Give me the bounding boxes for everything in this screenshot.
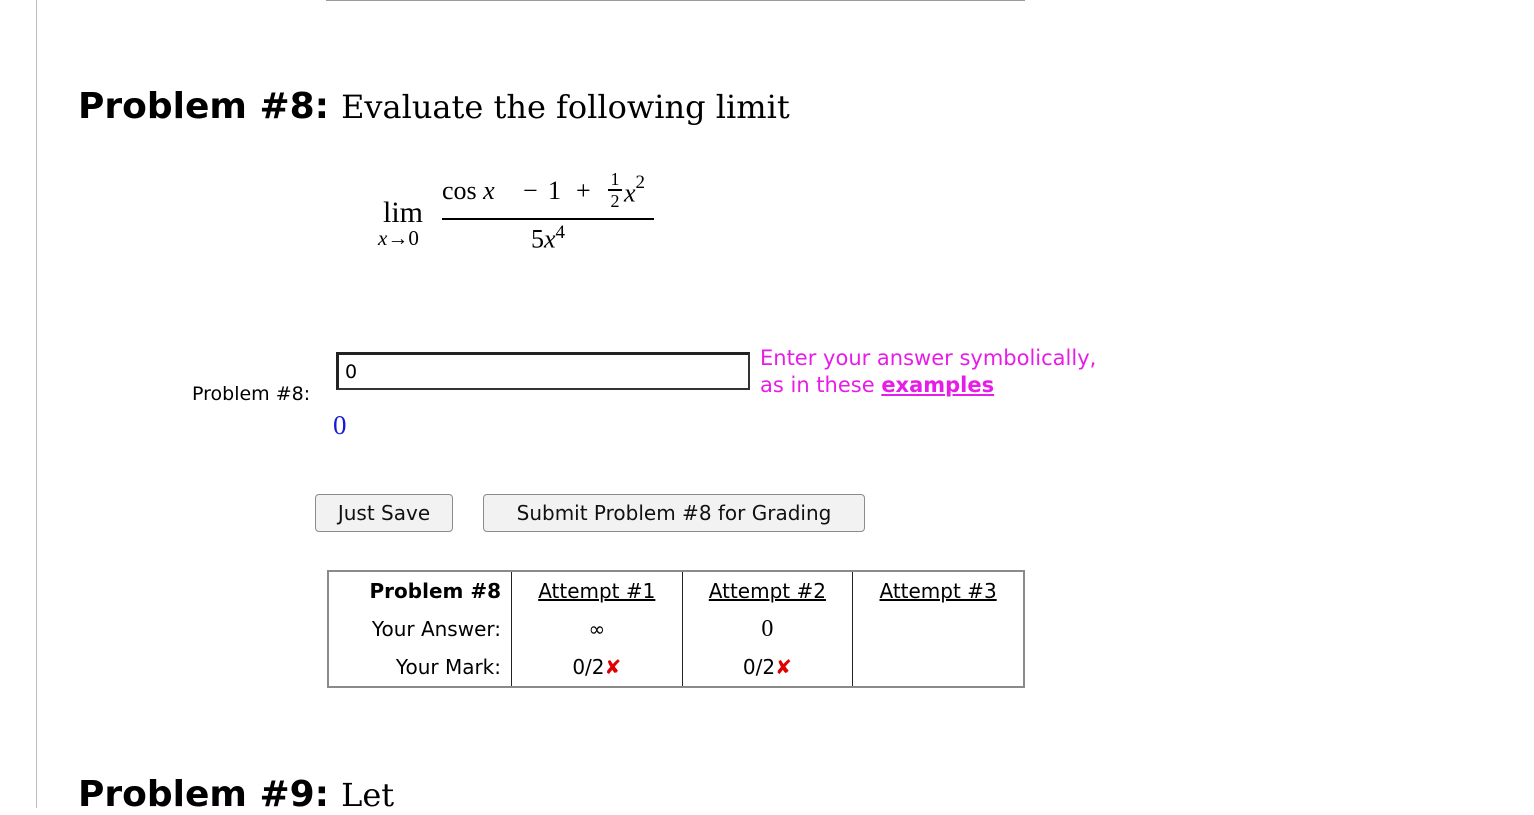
half-numerator: 1 xyxy=(610,169,620,189)
numerator xyxy=(442,168,654,214)
num-cos-term xyxy=(442,176,495,206)
minus-sign: − xyxy=(523,176,538,205)
answer-row-label: Problem #8: xyxy=(192,383,311,405)
problem-8-heading xyxy=(78,86,790,127)
den-coefficient: 5 xyxy=(530,224,544,254)
just-save-button[interactable]: Just Save xyxy=(315,494,453,532)
attempt-2-header xyxy=(682,571,853,610)
your-answer-row xyxy=(328,610,1024,648)
submit-for-grading-button[interactable]: Submit Problem #8 for Grading xyxy=(483,494,865,532)
problem-8-prompt: Evaluate the following limit xyxy=(341,88,790,126)
attempt-2-link[interactable]: Attempt #2 xyxy=(708,579,826,603)
attempt-2-score: 0/2 xyxy=(742,655,776,679)
attempt-1-link[interactable]: Attempt #1 xyxy=(538,579,656,603)
lim-subscript xyxy=(378,226,419,251)
answer-input[interactable] xyxy=(336,352,750,390)
attempt-1-score: 0/2 xyxy=(572,655,605,679)
your-mark-row xyxy=(328,648,1024,687)
half-denominator: 2 xyxy=(610,190,620,211)
your-answer-label: Your Answer: xyxy=(328,610,512,648)
attempt-2-answer: 0 xyxy=(682,610,853,648)
half-fraction xyxy=(608,170,622,210)
cos-arg: x xyxy=(483,176,495,205)
denominator xyxy=(442,222,654,255)
top-divider xyxy=(326,0,1025,1)
examples-link[interactable]: examples xyxy=(881,373,995,397)
attempts-table xyxy=(327,570,1025,688)
attempt-1-header xyxy=(512,571,683,610)
attempt-3-link[interactable]: Attempt #3 xyxy=(879,579,997,603)
x-base: x xyxy=(624,178,636,208)
answer-hint xyxy=(760,345,1096,399)
fraction-bar xyxy=(442,218,654,220)
hint-prefix: as in these xyxy=(760,373,882,397)
den-variable: x xyxy=(543,224,556,254)
attempt-3-header xyxy=(853,571,1024,610)
x-exponent: 2 xyxy=(635,172,646,193)
den-exponent: 4 xyxy=(555,222,566,243)
incorrect-icon: ✘ xyxy=(604,655,622,679)
problem-8-number: Problem #8: xyxy=(78,86,330,127)
problem-9-number: Problem #9: xyxy=(78,774,330,815)
x-squared xyxy=(624,172,646,209)
attempt-3-mark xyxy=(853,648,1024,687)
attempt-2-mark xyxy=(682,648,853,687)
answer-preview: 0 xyxy=(333,410,347,440)
lim-word: lim xyxy=(383,196,424,229)
hint-line-1: Enter your answer symbolically, xyxy=(760,346,1097,370)
lim-variable: x xyxy=(378,226,388,250)
lim-arrow: → xyxy=(387,226,409,250)
num-one: 1 xyxy=(548,176,561,205)
limit-expression xyxy=(378,168,668,264)
hint-line-2 xyxy=(760,372,1096,399)
attempt-1-answer: ∞ xyxy=(512,610,683,648)
lim-target: 0 xyxy=(408,226,419,250)
attempt-1-mark xyxy=(512,648,683,687)
attempts-header-label: Problem #8 xyxy=(328,571,512,610)
attempt-3-answer xyxy=(853,610,1024,648)
problem-9-prompt: Let xyxy=(341,776,395,814)
attempts-header-row xyxy=(328,571,1024,610)
plus-sign: + xyxy=(576,176,591,205)
incorrect-icon: ✘ xyxy=(775,655,792,679)
cos-word: cos xyxy=(442,176,477,205)
your-mark-label: Your Mark: xyxy=(328,648,512,687)
left-divider xyxy=(36,0,37,808)
problem-9-heading xyxy=(78,774,394,815)
